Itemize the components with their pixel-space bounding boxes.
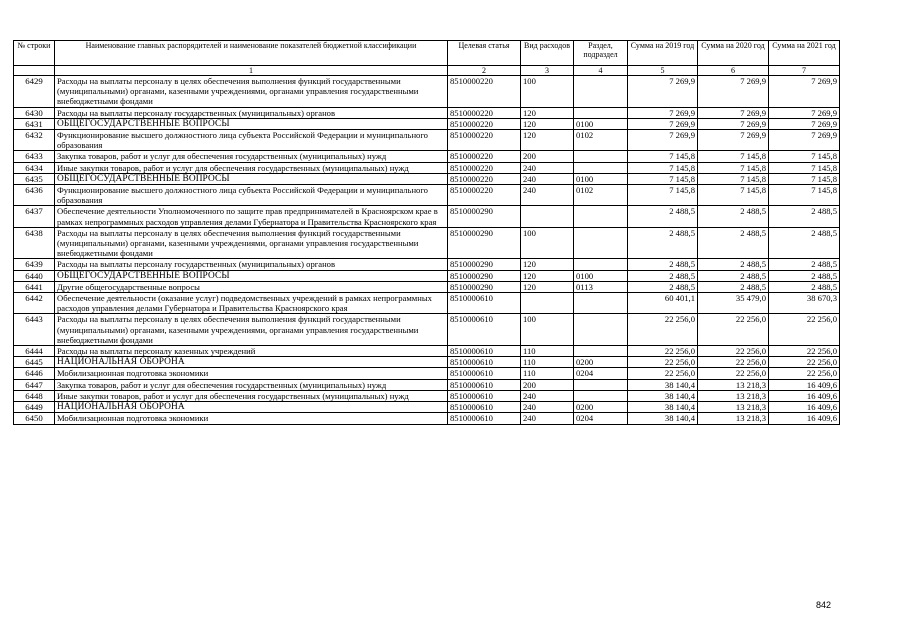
section-code: 0200: [574, 402, 628, 413]
amount-2019: 2 488,5: [628, 206, 698, 227]
section-code: [574, 314, 628, 346]
amount-2019: 7 269,9: [628, 107, 698, 118]
target-article: 8510000220: [448, 76, 521, 108]
amount-2020: 7 145,8: [698, 162, 769, 173]
table-row: [14, 402, 840, 413]
amount-2019: 38 140,4: [628, 402, 698, 413]
expense-type: 240: [521, 413, 574, 424]
row-number: 6432: [14, 130, 55, 151]
amount-2019: 7 269,9: [628, 130, 698, 151]
column-number: 5: [628, 66, 698, 76]
table-row: [14, 346, 840, 357]
amount-2020: 13 218,3: [698, 379, 769, 390]
row-name: Иные закупки товаров, работ и услуг для обеспечения государственных (муниципальных) нужд: [55, 162, 448, 173]
row-name: Обеспечение деятельности (оказание услуг) подведомственных учреждений в рамках непрограммных расходов управления делами Губернатора и Правительства Красноярского края: [55, 293, 448, 314]
section-code: [574, 379, 628, 390]
row-name: Иные закупки товаров, работ и услуг для обеспечения государственных (муниципальных) нужд: [55, 390, 448, 401]
row-name: Закупка товаров, работ и услуг для обеспечения государственных (муниципальных) нужд: [55, 151, 448, 162]
expense-type: 120: [521, 281, 574, 292]
row-number: 6443: [14, 314, 55, 346]
amount-2020: 2 488,5: [698, 227, 769, 259]
section-code: [574, 76, 628, 108]
amount-2021: 22 256,0: [769, 346, 840, 357]
section-code: 0100: [574, 270, 628, 281]
table-row: [14, 390, 840, 401]
target-article: 8510000610: [448, 368, 521, 379]
amount-2021: 16 409,6: [769, 379, 840, 390]
table-row: [14, 130, 840, 151]
amount-2019: 2 488,5: [628, 270, 698, 281]
row-name: НАЦИОНАЛЬНАЯ ОБОРОНА: [55, 402, 448, 413]
section-code: [574, 107, 628, 118]
expense-type: 240: [521, 185, 574, 206]
amount-2021: 7 269,9: [769, 76, 840, 108]
column-number: 1: [55, 66, 448, 76]
amount-2020: 7 269,9: [698, 76, 769, 108]
table-row: [14, 206, 840, 227]
row-number: 6438: [14, 227, 55, 259]
row-number: 6442: [14, 293, 55, 314]
amount-2021: 22 256,0: [769, 368, 840, 379]
expense-type: 120: [521, 259, 574, 270]
expense-type: 240: [521, 390, 574, 401]
target-article: 8510000290: [448, 281, 521, 292]
amount-2019: 22 256,0: [628, 357, 698, 368]
target-article: 8510000220: [448, 130, 521, 151]
section-code: 0100: [574, 118, 628, 129]
header-sum-2019: Сумма на 2019 год: [628, 41, 698, 66]
amount-2019: 7 269,9: [628, 118, 698, 129]
amount-2020: 2 488,5: [698, 270, 769, 281]
row-number: 6449: [14, 402, 55, 413]
expense-type: 120: [521, 130, 574, 151]
section-code: [574, 346, 628, 357]
amount-2021: 7 145,8: [769, 162, 840, 173]
table-row: [14, 413, 840, 424]
row-number: 6431: [14, 118, 55, 129]
amount-2019: 7 145,8: [628, 173, 698, 184]
section-code: 0102: [574, 130, 628, 151]
expense-type: 120: [521, 118, 574, 129]
row-number: 6444: [14, 346, 55, 357]
row-name: Мобилизационная подготовка экономики: [55, 413, 448, 424]
section-code: [574, 227, 628, 259]
header-name: Наименование главных распорядителей и наименование показателей бюджетной классификации: [55, 41, 448, 66]
expense-type: 240: [521, 162, 574, 173]
target-article: 8510000220: [448, 185, 521, 206]
expense-type: 100: [521, 227, 574, 259]
row-name: Расходы на выплаты персоналу в целях обеспечения выполнения функций государственными (муниципальными) органами, казенными учреждениями, органами управления государственными внебюджетными фондами: [55, 227, 448, 259]
expense-type: 200: [521, 151, 574, 162]
amount-2019: 38 140,4: [628, 413, 698, 424]
row-name: Расходы на выплаты персоналу в целях обеспечения выполнения функций государственными (муниципальными) органами, казенными учреждениями, органами управления государственными внебюджетными фондами: [55, 76, 448, 108]
row-name: Закупка товаров, работ и услуг для обеспечения государственных (муниципальных) нужд: [55, 379, 448, 390]
amount-2021: 38 670,3: [769, 293, 840, 314]
amount-2021: 7 269,9: [769, 130, 840, 151]
page-number: 842: [816, 600, 832, 610]
row-number: 6447: [14, 379, 55, 390]
amount-2020: 22 256,0: [698, 314, 769, 346]
table-row: [14, 281, 840, 292]
amount-2020: 7 269,9: [698, 130, 769, 151]
row-number: 6441: [14, 281, 55, 292]
row-name: Расходы на выплаты персоналу государственных (муниципальных) органов: [55, 107, 448, 118]
section-code: 0100: [574, 173, 628, 184]
row-number: 6437: [14, 206, 55, 227]
target-article: 8510000290: [448, 206, 521, 227]
expense-type: 110: [521, 346, 574, 357]
expense-type: 240: [521, 173, 574, 184]
row-name: Расходы на выплаты персоналу в целях обеспечения выполнения функций государственными (муниципальными) органами, казенными учреждениями, органами управления государственными внебюджетными фондами: [55, 314, 448, 346]
section-code: [574, 259, 628, 270]
expense-type: 100: [521, 314, 574, 346]
row-name: Функционирование высшего должностного лица субъекта Российской Федерации и муниципального образования: [55, 130, 448, 151]
expense-type: 120: [521, 107, 574, 118]
section-code: 0113: [574, 281, 628, 292]
amount-2019: 7 145,8: [628, 151, 698, 162]
column-number: 6: [698, 66, 769, 76]
amount-2020: 7 269,9: [698, 118, 769, 129]
row-number: 6434: [14, 162, 55, 173]
amount-2019: 2 488,5: [628, 281, 698, 292]
table-row: [14, 118, 840, 129]
amount-2020: 7 269,9: [698, 107, 769, 118]
section-code: [574, 162, 628, 173]
amount-2019: 38 140,4: [628, 379, 698, 390]
column-number: [14, 66, 55, 76]
header-section: Раздел, подраздел: [574, 41, 628, 66]
table-row: [14, 107, 840, 118]
column-number: 2: [448, 66, 521, 76]
table-row: [14, 162, 840, 173]
table-row: [14, 293, 840, 314]
amount-2019: 2 488,5: [628, 259, 698, 270]
section-code: 0204: [574, 413, 628, 424]
column-number: 3: [521, 66, 574, 76]
amount-2019: 60 401,1: [628, 293, 698, 314]
amount-2021: 7 145,8: [769, 173, 840, 184]
amount-2019: 38 140,4: [628, 390, 698, 401]
table-row: [14, 270, 840, 281]
target-article: 8510000220: [448, 162, 521, 173]
amount-2021: 16 409,6: [769, 402, 840, 413]
row-name: НАЦИОНАЛЬНАЯ ОБОРОНА: [55, 357, 448, 368]
section-code: 0200: [574, 357, 628, 368]
row-name: Расходы на выплаты персоналу государственных (муниципальных) органов: [55, 259, 448, 270]
amount-2020: 7 145,8: [698, 173, 769, 184]
row-number: 6440: [14, 270, 55, 281]
row-name: Мобилизационная подготовка экономики: [55, 368, 448, 379]
amount-2021: 7 269,9: [769, 118, 840, 129]
table-row: [14, 151, 840, 162]
section-code: 0102: [574, 185, 628, 206]
expense-type: 100: [521, 76, 574, 108]
row-number: 6433: [14, 151, 55, 162]
target-article: 8510000610: [448, 390, 521, 401]
target-article: 8510000290: [448, 270, 521, 281]
table-row: [14, 173, 840, 184]
amount-2020: 22 256,0: [698, 346, 769, 357]
amount-2021: 22 256,0: [769, 357, 840, 368]
row-number: 6436: [14, 185, 55, 206]
target-article: 8510000610: [448, 293, 521, 314]
amount-2021: 7 269,9: [769, 107, 840, 118]
budget-table: [13, 40, 840, 425]
section-code: [574, 206, 628, 227]
amount-2020: 2 488,5: [698, 206, 769, 227]
target-article: 8510000610: [448, 379, 521, 390]
table-row: [14, 357, 840, 368]
expense-type: 200: [521, 379, 574, 390]
amount-2021: 2 488,5: [769, 227, 840, 259]
amount-2020: 7 145,8: [698, 151, 769, 162]
table-body: [14, 76, 840, 425]
target-article: 8510000290: [448, 227, 521, 259]
amount-2021: 2 488,5: [769, 270, 840, 281]
section-code: 0204: [574, 368, 628, 379]
table-row: [14, 368, 840, 379]
target-article: 8510000610: [448, 357, 521, 368]
amount-2019: 7 269,9: [628, 76, 698, 108]
target-article: 8510000220: [448, 118, 521, 129]
row-name: Обеспечение деятельности Уполномоченного по защите прав предпринимателей в Красноярском крае в рамках непрограммных расходов управления делами Губернатора и Правительства Красноярского края: [55, 206, 448, 227]
target-article: 8510000220: [448, 151, 521, 162]
amount-2021: 2 488,5: [769, 206, 840, 227]
amount-2020: 35 479,0: [698, 293, 769, 314]
table-row: [14, 76, 840, 108]
amount-2020: 7 145,8: [698, 185, 769, 206]
table-row: [14, 259, 840, 270]
target-article: 8510000610: [448, 314, 521, 346]
row-number: 6445: [14, 357, 55, 368]
column-numbers-row: [14, 66, 840, 76]
header-sum-2021: Сумма на 2021 год: [769, 41, 840, 66]
amount-2021: 16 409,6: [769, 390, 840, 401]
expense-type: 120: [521, 270, 574, 281]
row-name: ОБЩЕГОСУДАРСТВЕННЫЕ ВОПРОСЫ: [55, 270, 448, 281]
row-name: Другие общегосударственные вопросы: [55, 281, 448, 292]
amount-2021: 16 409,6: [769, 413, 840, 424]
row-number: 6439: [14, 259, 55, 270]
amount-2020: 2 488,5: [698, 281, 769, 292]
amount-2021: 2 488,5: [769, 281, 840, 292]
table-row: [14, 227, 840, 259]
amount-2019: 7 145,8: [628, 185, 698, 206]
amount-2019: 22 256,0: [628, 314, 698, 346]
header-sum-2020: Сумма на 2020 год: [698, 41, 769, 66]
amount-2019: 7 145,8: [628, 162, 698, 173]
target-article: 8510000610: [448, 413, 521, 424]
amount-2019: 22 256,0: [628, 368, 698, 379]
header-target: Целевая статья: [448, 41, 521, 66]
header-type: Вид расходов: [521, 41, 574, 66]
amount-2019: 22 256,0: [628, 346, 698, 357]
amount-2019: 2 488,5: [628, 227, 698, 259]
amount-2020: 22 256,0: [698, 368, 769, 379]
expense-type: 240: [521, 402, 574, 413]
amount-2021: 22 256,0: [769, 314, 840, 346]
expense-type: 110: [521, 368, 574, 379]
column-number: 4: [574, 66, 628, 76]
expense-type: 110: [521, 357, 574, 368]
table-row: [14, 185, 840, 206]
target-article: 8510000220: [448, 173, 521, 184]
row-name: Расходы на выплаты персоналу казенных учреждений: [55, 346, 448, 357]
row-name: Функционирование высшего должностного лица субъекта Российской Федерации и муниципального образования: [55, 185, 448, 206]
table-row: [14, 314, 840, 346]
amount-2020: 13 218,3: [698, 390, 769, 401]
section-code: [574, 293, 628, 314]
header-row-no: № строки: [14, 41, 55, 66]
target-article: 8510000610: [448, 346, 521, 357]
column-number: 7: [769, 66, 840, 76]
amount-2021: 7 145,8: [769, 151, 840, 162]
row-number: 6430: [14, 107, 55, 118]
target-article: 8510000220: [448, 107, 521, 118]
row-number: 6429: [14, 76, 55, 108]
amount-2020: 13 218,3: [698, 402, 769, 413]
section-code: [574, 151, 628, 162]
amount-2020: 22 256,0: [698, 357, 769, 368]
target-article: 8510000610: [448, 402, 521, 413]
target-article: 8510000290: [448, 259, 521, 270]
amount-2020: 13 218,3: [698, 413, 769, 424]
amount-2021: 7 145,8: [769, 185, 840, 206]
row-name: ОБЩЕГОСУДАРСТВЕННЫЕ ВОПРОСЫ: [55, 173, 448, 184]
expense-type: [521, 206, 574, 227]
row-name: ОБЩЕГОСУДАРСТВЕННЫЕ ВОПРОСЫ: [55, 118, 448, 129]
amount-2020: 2 488,5: [698, 259, 769, 270]
expense-type: [521, 293, 574, 314]
row-number: 6435: [14, 173, 55, 184]
table-header: [14, 41, 840, 76]
row-number: 6450: [14, 413, 55, 424]
row-number: 6448: [14, 390, 55, 401]
table-row: [14, 379, 840, 390]
section-code: [574, 390, 628, 401]
row-number: 6446: [14, 368, 55, 379]
amount-2021: 2 488,5: [769, 259, 840, 270]
